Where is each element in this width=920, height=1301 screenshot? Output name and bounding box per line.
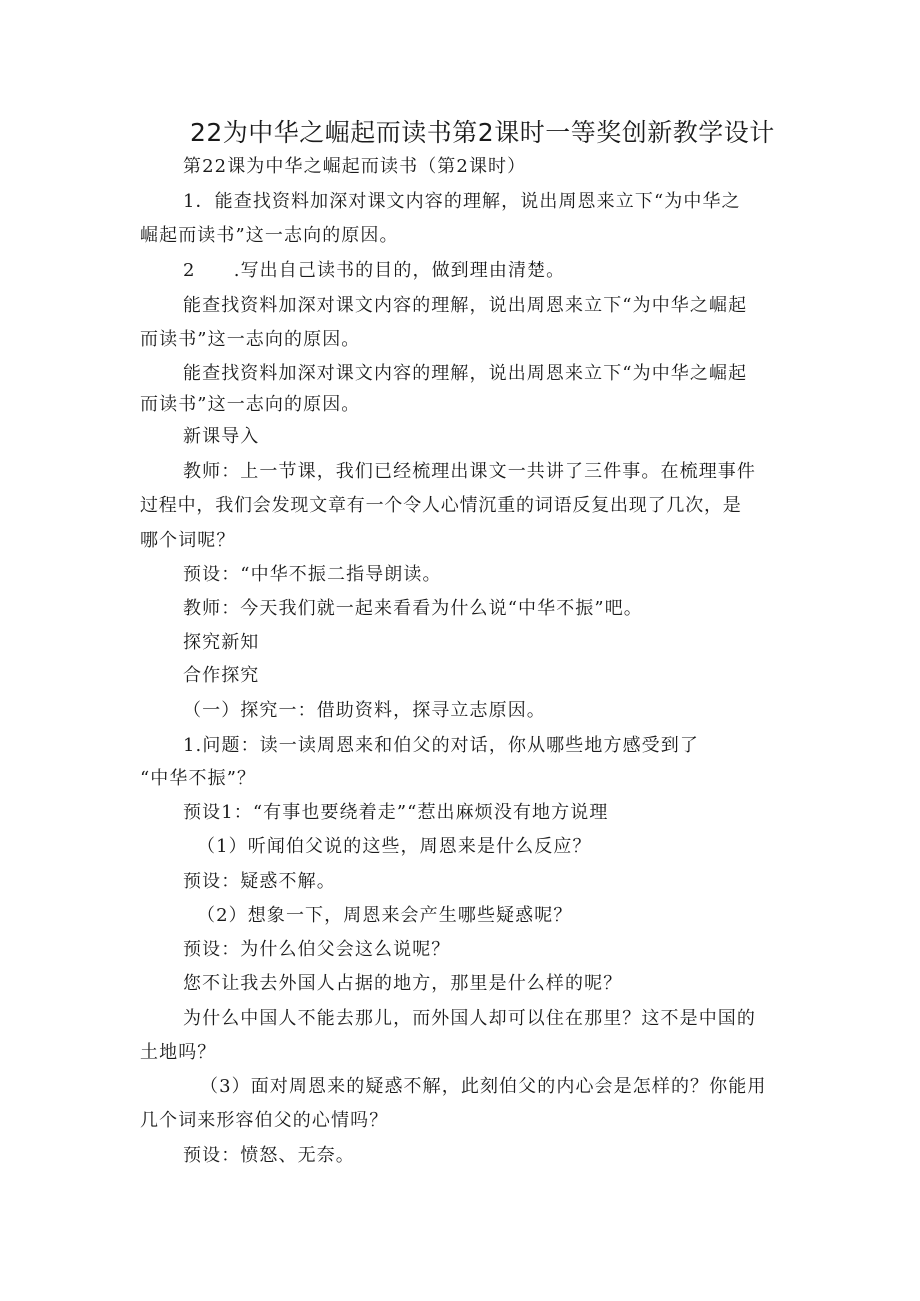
paragraph-line: （3）面对周恩来的疑惑不解，此刻伯父的内心会是怎样的？你能用 bbox=[200, 1076, 767, 1097]
paragraph-line: 为什么中国人不能去那儿，而外国人却可以住在那里？这不是中国的 bbox=[183, 1008, 756, 1029]
question-line-1: 1.问题：读一读周恩来和伯父的对话，你从哪些地方感受到了 bbox=[183, 735, 699, 756]
paragraph-line: 教师：今天我们就一起来看看为什么说“中华不振”吧。 bbox=[183, 598, 643, 619]
paragraph-line: 几个词来形容伯父的心情吗？ bbox=[140, 1110, 389, 1131]
objective-1-line-2: 崛起而读书”这一志向的原因。 bbox=[140, 225, 399, 246]
paragraph-line: （1）听闻伯父说的这些，周恩来是什么反应？ bbox=[197, 836, 592, 857]
subsection-heading: （一）探究一：借助资料，探寻立志原因。 bbox=[183, 700, 546, 721]
paragraph-line: 预设：为什么伯父会这么说呢？ bbox=[183, 939, 451, 960]
lesson-heading: 第22课为中华之崛起而读书（第2课时） bbox=[183, 156, 527, 177]
paragraph-line: 哪个词呢？ bbox=[140, 530, 236, 551]
paragraph-line: 教师：上一节课，我们已经梳理出课文一共讲了三件事。在梳理事件 bbox=[183, 461, 756, 482]
document-title: 22为中华之崛起而读书第2课时一等奖创新教学设计 bbox=[190, 118, 775, 147]
section-heading-intro: 新课导入 bbox=[183, 426, 260, 447]
paragraph-line: 您不让我去外国人占据的地方，那里是什么样的呢？ bbox=[183, 973, 623, 994]
paragraph-line: 预设1：“有事也要绕着走”“惹出麻烦没有地方说理 bbox=[183, 802, 609, 823]
section-heading-explore: 探究新知 bbox=[183, 632, 260, 653]
paragraph-line: 土地吗？ bbox=[140, 1042, 217, 1063]
question-line-2: “中华不振”？ bbox=[140, 768, 257, 789]
paragraph-line: 预设：“中华不振二指导朗读。 bbox=[183, 564, 442, 585]
paragraph-line: 预设：疑惑不解。 bbox=[183, 871, 336, 892]
paragraph-line: 过程中，我们会发现文章有一个令人心情沉重的词语反复出现了几次，是 bbox=[140, 495, 742, 516]
objective-1-line-1: 1．能查找资料加深对课文内容的理解，说出周恩来立下“为中华之 bbox=[183, 191, 741, 212]
difficulty-line-1: 能查找资料加深对课文内容的理解，说出周恩来立下“为中华之崛起 bbox=[183, 363, 748, 384]
key-point-line-1: 能查找资料加深对课文内容的理解，说出周恩来立下“为中华之崛起 bbox=[183, 295, 748, 316]
difficulty-line-2: 而读书”这一志向的原因。 bbox=[140, 394, 361, 415]
key-point-line-2: 而读书”这一志向的原因。 bbox=[140, 329, 361, 350]
paragraph-line: （2）想象一下，周恩来会产生哪些疑惑呢？ bbox=[197, 905, 573, 926]
paragraph-line: 预设：愤怒、无奈。 bbox=[183, 1145, 355, 1166]
section-heading-cooperate: 合作探究 bbox=[183, 665, 260, 686]
objective-2: 2 .写出自己读书的目的，做到理由清楚。 bbox=[183, 260, 566, 281]
